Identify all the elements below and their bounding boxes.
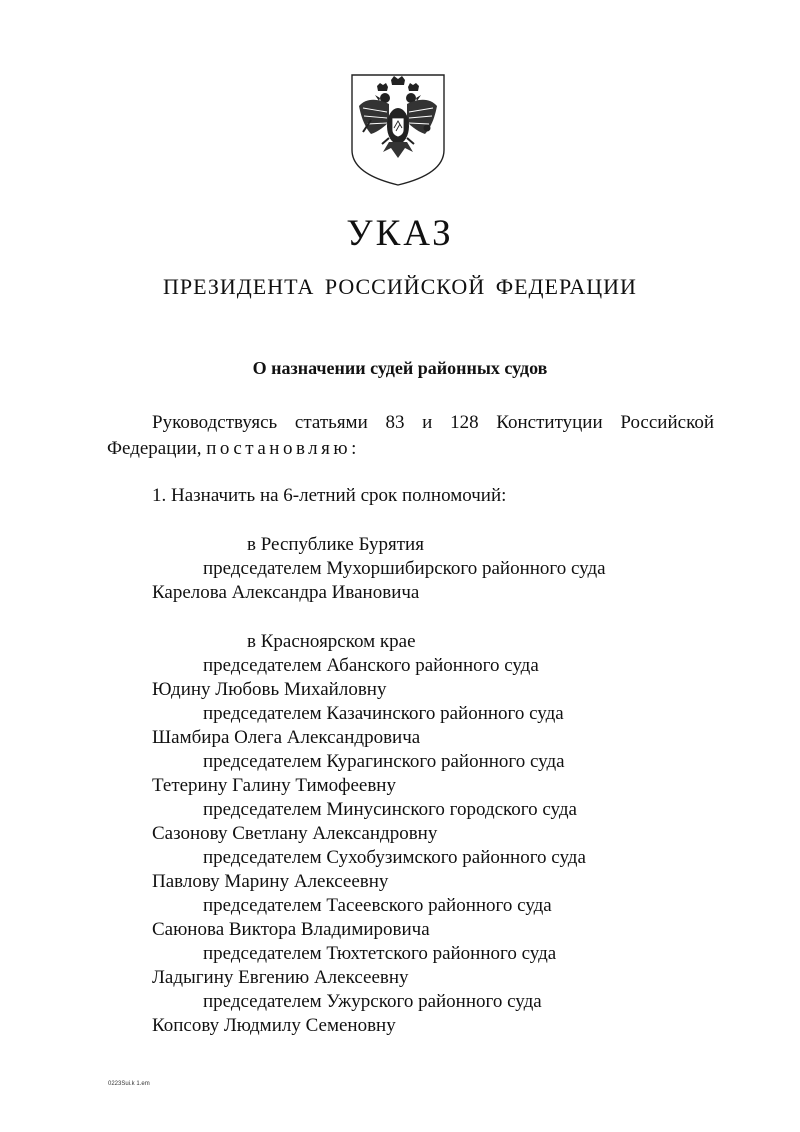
document-subtitle: ПРЕЗИДЕНТА РОССИЙСКОЙ ФЕДЕРАЦИИ bbox=[163, 274, 637, 299]
person-line: Шамбира Олега Александровича bbox=[152, 727, 421, 748]
person-line: Юдину Любовь Михайловну bbox=[152, 679, 387, 700]
state-emblem-icon bbox=[349, 72, 447, 188]
person-line: Копсову Людмилу Семеновну bbox=[152, 1015, 396, 1036]
position-line: председателем Тасеевского районного суда bbox=[203, 895, 552, 916]
preamble-decree-word: постановляю: bbox=[206, 438, 360, 459]
person-line: Павлову Марину Алексеевну bbox=[152, 871, 389, 892]
person-line: Тетерину Галину Тимофеевну bbox=[152, 775, 396, 796]
document-heading: О назначении судей районных судов bbox=[252, 358, 548, 378]
document-title: УКАЗ bbox=[346, 213, 454, 254]
position-line: председателем Казачинского районного суда bbox=[203, 703, 564, 724]
person-line: Сазонову Светлану Александровну bbox=[152, 823, 438, 844]
position-line: председателем Минусинского городского суда bbox=[203, 799, 577, 820]
preamble-federation-text: Федерации, bbox=[107, 438, 202, 459]
preamble-line-2 bbox=[107, 437, 360, 461]
position-line: председателем Сухобузимского районного суда bbox=[203, 847, 586, 868]
position-line: председателем Абанского районного суда bbox=[203, 655, 539, 676]
position-line: председателем Ужурского районного суда bbox=[203, 991, 542, 1012]
region-buryatia: в Республике Бурятия bbox=[247, 534, 424, 555]
footer-document-code: 0223Sui.k 1.em bbox=[108, 1081, 150, 1087]
person-line: Саюнова Виктора Владимировича bbox=[152, 919, 430, 940]
person-line: Карелова Александра Ивановича bbox=[152, 582, 420, 603]
person-line: Ладыгину Евгению Алексеевну bbox=[152, 967, 409, 988]
region-krasnoyarsk: в Красноярском крае bbox=[247, 631, 416, 652]
position-line: председателем Курагинского районного суда bbox=[203, 751, 565, 772]
position-line: председателем Мухоршибирского районного суда bbox=[203, 558, 606, 579]
item-1-text: 1. Назначить на 6-летний срок полномочий: bbox=[152, 485, 507, 506]
position-line: председателем Тюхтетского районного суда bbox=[203, 943, 557, 964]
preamble-line-1: Руководствуясь статьями 83 и 128 Конституции Российской bbox=[152, 412, 714, 433]
